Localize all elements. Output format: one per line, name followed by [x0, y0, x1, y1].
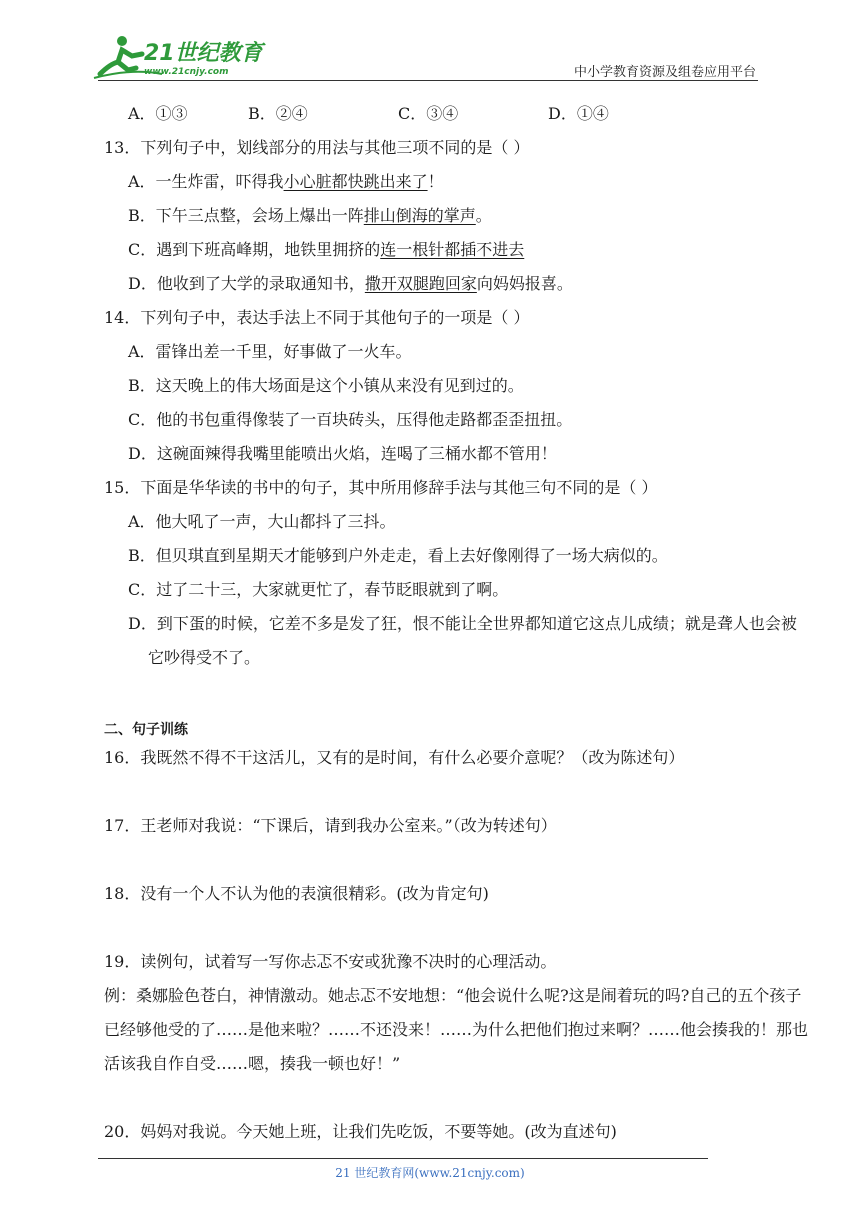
q15-option-b: B．但贝琪直到星期天才能够到户外走走，看上去好像刚得了一场大病似的。: [128, 546, 668, 565]
q13-option-d: D．他收到了大学的录取通知书，撒开双腿跑回家向妈妈报喜。: [128, 274, 573, 293]
q14-stem: 14．下列句子中，表达手法上不同于其他句子的一项是（ ）: [104, 308, 530, 327]
q13-d-underlined: 撒开双腿跑回家: [364, 274, 477, 293]
q13-option-c: C．遇到下班高峰期，地铁里拥挤的连一根针都插不进去: [128, 240, 525, 259]
q14-option-a: A．雷锋出差一千里，好事做了一火车。: [128, 342, 412, 361]
q15-option-a: A．他大吼了一声，大山都抖了三抖。: [128, 512, 396, 531]
q20-stem: 20．妈妈对我说。今天她上班，让我们先吃饭，不要等她。(改为直述句): [104, 1122, 617, 1141]
logo: [92, 34, 267, 80]
logo-main-text: 21世纪教育: [144, 41, 263, 66]
q13-c-underlined: 连一根针都插不进去: [380, 240, 525, 259]
q18-stem: 18．没有一个人不认为他的表演很精彩。(改为肯定句): [104, 884, 489, 903]
q13-option-b: B．下午三点整，会场上爆出一阵排山倒海的掌声。: [128, 206, 492, 225]
q13-a-underlined: 小心脏都快跳出来了: [283, 172, 428, 191]
q14-option-b: B．这天晚上的伟大场面是这个小镇从来没有见到过的。: [128, 376, 524, 395]
q19-example-line1: 例：桑娜脸色苍白，神情激动。她忐忑不安地想：“他会说什么呢?这是闹着玩的吗?自己的五个孩子: [104, 986, 802, 1005]
q16-stem: 16．我既然不得不干这活儿，又有的是时间，有什么必要介意呢？（改为陈述句）: [104, 748, 685, 767]
q19-stem: 19．读例句，试着写一写你忐忑不安或犹豫不决时的心理活动。: [104, 952, 557, 971]
footer-divider: [98, 1158, 708, 1159]
header-divider: [98, 80, 758, 81]
q14-option-d: D．这碗面辣得我嘴里能喷出火焰，连喝了三桶水都不管用！: [128, 444, 557, 463]
q12-option-a: A．①③: [128, 104, 188, 123]
q13-stem: 13．下列句子中，划线部分的用法与其他三项不同的是（ ）: [104, 138, 530, 157]
q17-stem: 17．王老师对我说：“下课后，请到我办公室来。”（改为转述句）: [104, 816, 557, 835]
q12-option-b: B．②④: [248, 104, 308, 123]
q14-option-c: C．他的书包重得像装了一百块砖头，压得他走路都歪歪扭扭。: [128, 410, 573, 429]
q12-option-c: C．③④: [398, 104, 459, 123]
q12-option-d: D．①④: [548, 104, 609, 123]
runner-logo-icon: [92, 34, 267, 80]
q13-option-a: A．一生炸雷，吓得我小心脏都快跳出来了！: [128, 172, 444, 191]
logo-url-text: www.21cnjy.com: [144, 67, 229, 77]
q15-option-d-line1: D．到下蛋的时候，它差不多是发了狂，恨不能让全世界都知道它这点儿成绩；就是聋人也会被: [128, 614, 797, 633]
platform-name: 中小学教育资源及组卷应用平台: [573, 65, 756, 80]
q19-example-line2: 已经够他受的了……是他来啦？……不还没来！……为什么把他们抱过来啊？……他会揍我的！那也: [104, 1020, 809, 1039]
q13-b-underlined: 排山倒海的掌声: [363, 206, 476, 225]
q15-option-c: C．过了二十三，大家就更忙了，春节眨眼就到了啊。: [128, 580, 509, 599]
q15-option-d-line2: 它吵得受不了。: [148, 648, 261, 667]
q15-stem: 15．下面是华华读的书中的句子，其中所用修辞手法与其他三句不同的是（ ）: [104, 478, 658, 497]
page-header: [0, 0, 860, 90]
q19-example-line3: 活该我自作自受……嗯，揍我一顿也好！”: [104, 1054, 401, 1073]
footer-text: 21 世纪教育网(www.21cnjy.com): [335, 1166, 525, 1180]
section-title: 二、句子训练: [104, 722, 188, 738]
